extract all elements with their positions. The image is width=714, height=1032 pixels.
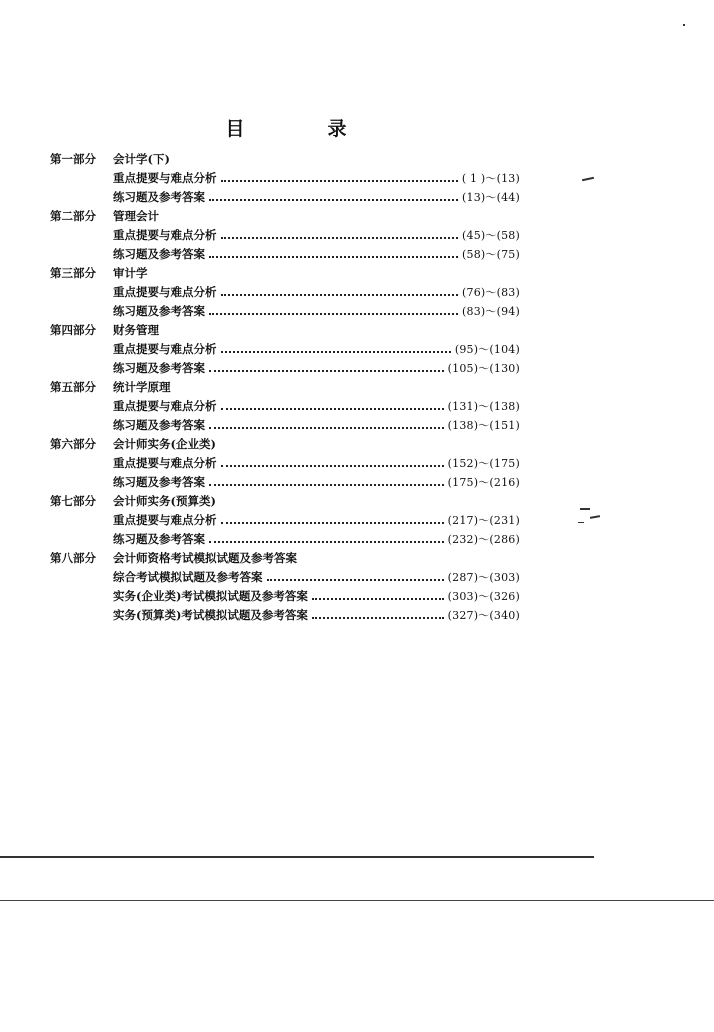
page-range: (138)～(151) bbox=[447, 419, 520, 432]
part-heading bbox=[50, 150, 520, 169]
dot-leader bbox=[209, 539, 444, 543]
dot-leader bbox=[312, 596, 444, 600]
dot-leader bbox=[221, 292, 459, 296]
entry-title: 重点提要与难点分析 bbox=[113, 399, 217, 413]
part-title: 会计师实务(预算类) bbox=[113, 494, 216, 508]
entry-title: 练习题及参考答案 bbox=[113, 304, 205, 318]
entry-title: 实务(预算类)考试模拟试题及参考答案 bbox=[113, 608, 308, 622]
dot-leader bbox=[209, 197, 458, 201]
dot-leader bbox=[221, 463, 444, 467]
entry-title: 练习题及参考答案 bbox=[113, 247, 205, 261]
toc-entry bbox=[50, 530, 520, 549]
toc-entry bbox=[50, 568, 520, 587]
part-heading bbox=[50, 207, 520, 226]
page-range: (105)～(130) bbox=[447, 362, 520, 375]
entry-title: 练习题及参考答案 bbox=[113, 190, 205, 204]
part-number: 第一部分 bbox=[50, 152, 96, 166]
toc-entry bbox=[50, 226, 520, 245]
dot-leader bbox=[221, 520, 444, 524]
page-range: (232)～(286) bbox=[447, 533, 520, 546]
part-heading bbox=[50, 435, 520, 454]
dot-leader bbox=[221, 406, 444, 410]
toc-entry bbox=[50, 302, 520, 321]
part-heading bbox=[50, 492, 520, 511]
toc-entry bbox=[50, 245, 520, 264]
entry-title: 重点提要与难点分析 bbox=[113, 285, 217, 299]
dot-leader bbox=[209, 311, 458, 315]
scan-speck bbox=[580, 508, 590, 510]
dot-leader bbox=[221, 349, 451, 353]
page-range: (76)～(83) bbox=[462, 286, 520, 299]
page-range: (217)～(231) bbox=[447, 514, 520, 527]
page-range: ( 1 )～(13) bbox=[461, 172, 520, 185]
entry-title: 实务(企业类)考试模拟试题及参考答案 bbox=[113, 589, 308, 603]
table-of-contents bbox=[50, 150, 520, 625]
entry-title: 重点提要与难点分析 bbox=[113, 342, 217, 356]
toc-entry bbox=[50, 283, 520, 302]
toc-entry bbox=[50, 454, 520, 473]
entry-title: 练习题及参考答案 bbox=[113, 532, 205, 546]
page-range: (131)～(138) bbox=[447, 400, 520, 413]
part-number: 第三部分 bbox=[50, 266, 96, 280]
entry-title: 重点提要与难点分析 bbox=[113, 456, 217, 470]
part-title: 财务管理 bbox=[113, 323, 159, 337]
part-heading bbox=[50, 378, 520, 397]
part-title: 会计师实务(企业类) bbox=[113, 437, 216, 451]
scan-speck bbox=[582, 177, 594, 181]
part-number: 第七部分 bbox=[50, 494, 96, 508]
entry-title: 综合考试模拟试题及参考答案 bbox=[113, 570, 263, 584]
part-title: 会计学(下) bbox=[113, 152, 170, 166]
dot-leader bbox=[221, 178, 458, 182]
page-range: (175)～(216) bbox=[447, 476, 520, 489]
part-heading bbox=[50, 321, 520, 340]
toc-entry bbox=[50, 587, 520, 606]
page-range: (152)～(175) bbox=[447, 457, 520, 470]
scan-edge-line bbox=[0, 856, 594, 858]
entry-title: 练习题及参考答案 bbox=[113, 418, 205, 432]
dot-leader bbox=[312, 615, 444, 619]
dot-leader bbox=[267, 577, 444, 581]
dot-leader bbox=[209, 482, 444, 486]
entry-title: 重点提要与难点分析 bbox=[113, 228, 217, 242]
part-number: 第五部分 bbox=[50, 380, 96, 394]
part-number: 第四部分 bbox=[50, 323, 96, 337]
page-edge-line bbox=[0, 900, 714, 901]
scan-speck bbox=[578, 522, 584, 523]
dot-leader bbox=[209, 254, 458, 258]
scan-speck bbox=[590, 515, 600, 519]
page-range: (58)～(75) bbox=[462, 248, 520, 261]
entry-title: 重点提要与难点分析 bbox=[113, 513, 217, 527]
scan-speck bbox=[683, 24, 685, 26]
part-number: 第八部分 bbox=[50, 551, 96, 565]
toc-entry bbox=[50, 473, 520, 492]
toc-entry bbox=[50, 397, 520, 416]
toc-entry bbox=[50, 511, 520, 530]
dot-leader bbox=[209, 425, 444, 429]
entry-title: 练习题及参考答案 bbox=[113, 361, 205, 375]
toc-entry bbox=[50, 169, 520, 188]
toc-entry bbox=[50, 359, 520, 378]
page-title: 目 录 bbox=[225, 118, 379, 140]
dot-leader bbox=[209, 368, 444, 372]
part-number: 第二部分 bbox=[50, 209, 96, 223]
entry-title: 练习题及参考答案 bbox=[113, 475, 205, 489]
part-title: 会计师资格考试模拟试题及参考答案 bbox=[113, 551, 297, 565]
toc-entry bbox=[50, 416, 520, 435]
page-range: (13)～(44) bbox=[462, 191, 520, 204]
page-range: (327)～(340) bbox=[447, 609, 520, 622]
entry-title: 重点提要与难点分析 bbox=[113, 171, 217, 185]
toc-entry bbox=[50, 606, 520, 625]
part-title: 管理会计 bbox=[113, 209, 159, 223]
part-heading bbox=[50, 549, 520, 568]
part-number: 第六部分 bbox=[50, 437, 96, 451]
toc-entry bbox=[50, 340, 520, 359]
page-range: (45)～(58) bbox=[462, 229, 520, 242]
page-range: (95)～(104) bbox=[454, 343, 520, 356]
toc-entry bbox=[50, 188, 520, 207]
part-title: 统计学原理 bbox=[113, 380, 171, 394]
dot-leader bbox=[221, 235, 459, 239]
page-range: (83)～(94) bbox=[462, 305, 520, 318]
page-range: (287)～(303) bbox=[447, 571, 520, 584]
part-title: 审计学 bbox=[113, 266, 148, 280]
page-range: (303)～(326) bbox=[447, 590, 520, 603]
part-heading bbox=[50, 264, 520, 283]
